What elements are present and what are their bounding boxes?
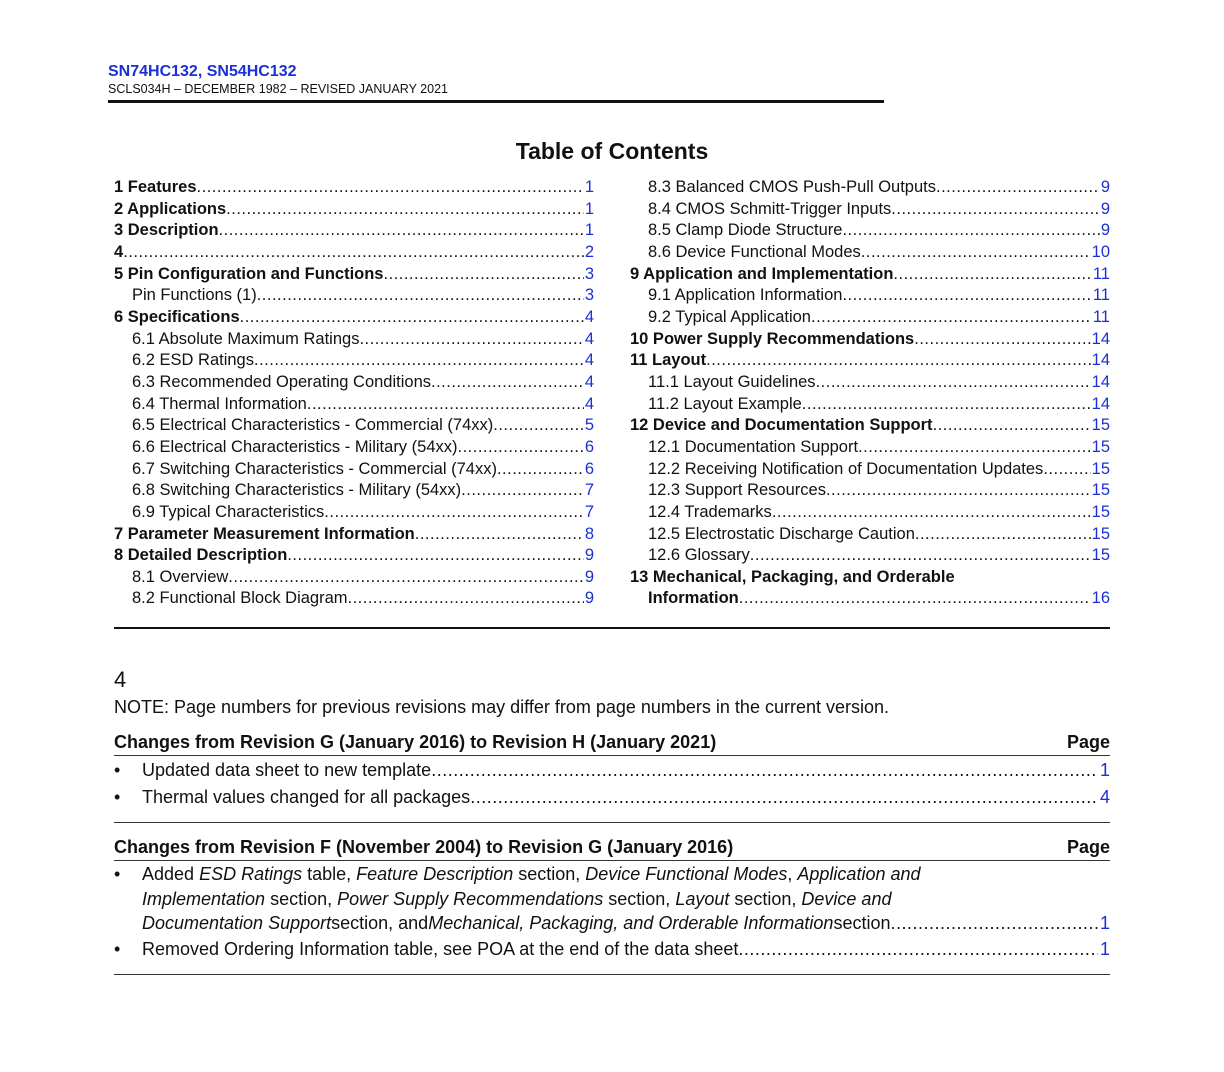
change-item [114, 937, 1110, 962]
toc-entry[interactable]: 6.5 Electrical Characteristics - Commercial (74xx) ..... 5 [114, 415, 594, 437]
change-item [114, 862, 1110, 936]
revision-bottom-divider [114, 974, 1110, 975]
section-number: 4 [114, 667, 127, 692]
toc-entry[interactable]: 5 Pin Configuration and Functions ..... 3 [114, 264, 594, 286]
toc-entry[interactable]: 11.1 Layout Guidelines ..... 14 [630, 372, 1110, 394]
toc-entry[interactable]: 11.2 Layout Example ..... 14 [630, 394, 1110, 416]
bullet-point: • [114, 760, 121, 780]
change-item-page-link[interactable]: 1 [1099, 939, 1110, 959]
toc-title: Table of Contents [515, 138, 709, 164]
toc-entry[interactable]: 12.6 Glossary ..... 15 [630, 545, 1110, 567]
toc-entry[interactable]: 6.9 Typical Characteristics ..... 7 [114, 502, 594, 524]
toc-entry[interactable]: 4 ..... 2 [114, 242, 594, 264]
document-revision-line: SCLS034H – DECEMBER 1982 – REVISED JANUARY 2021 [108, 82, 448, 96]
toc-entry[interactable]: 12.2 Receiving Notification of Documentation Updates ..... 15 [630, 459, 1110, 481]
change-item-line: Documentation Support section, and Mechanical, Packaging, and Orderable Information section ..... 1 [142, 911, 1110, 936]
toc-bottom-divider [114, 627, 1110, 629]
header-divider [108, 100, 884, 103]
change-heading-text: Changes from Revision G (January 2016) to Revision H (January 2021) [114, 732, 717, 752]
toc-entry[interactable]: 10 Power Supply Recommendations ..... 14 [630, 329, 1110, 351]
page-column-label: Page [1066, 732, 1110, 752]
toc-entry[interactable]: 8.1 Overview ..... 9 [114, 567, 594, 589]
toc-entry[interactable]: 6.3 Recommended Operating Conditions ..... 4 [114, 372, 594, 394]
toc-right-column [630, 177, 1110, 610]
revision-note: NOTE: Page numbers for previous revisions may differ from page numbers in the current version. [114, 697, 890, 717]
change-item-page-link[interactable]: 4 [1099, 787, 1110, 807]
toc-entry[interactable]: 13 Mechanical, Packaging, and Orderable [630, 567, 955, 586]
document-header [108, 62, 884, 97]
toc-entry[interactable]: 8 Detailed Description ..... 9 [114, 545, 594, 567]
change-heading-g-to-h [114, 730, 1110, 754]
toc-entry[interactable]: 1 Features ..... 1 [114, 177, 594, 199]
toc-entry[interactable]: 9.2 Typical Application ..... 11 [630, 307, 1110, 329]
change-item-text: Removed Ordering Information table, see POA at the end of the data sheet [142, 939, 739, 959]
toc-entry[interactable]: 2 Applications ..... 1 [114, 199, 594, 221]
toc-entry[interactable]: 8.6 Device Functional Modes ..... 10 [630, 242, 1110, 264]
change-item-text: Thermal values changed for all packages [142, 787, 471, 807]
change-item-text: Updated data sheet to new template [142, 760, 432, 780]
toc-entry[interactable]: 12.4 Trademarks ..... 15 [630, 502, 1110, 524]
toc-entry[interactable]: 11 Layout ..... 14 [630, 350, 1110, 372]
change-item [114, 758, 1110, 783]
toc-entry[interactable]: 6 Specifications ..... 4 [114, 307, 594, 329]
change-heading-text: Changes from Revision F (November 2004) to Revision G (January 2016) [114, 837, 734, 857]
toc-entry[interactable]: 3 Description ..... 1 [114, 220, 594, 242]
change-section-divider [114, 822, 1110, 823]
change-item-line: Implementation section, Power Supply Recommendations section, Layout section, Device and [142, 888, 892, 909]
toc-entry[interactable]: 7 Parameter Measurement Information ..... 8 [114, 524, 594, 546]
toc-entry[interactable]: 8.4 CMOS Schmitt-Trigger Inputs ..... 9 [630, 199, 1110, 221]
toc-entry[interactable]: 6.1 Absolute Maximum Ratings ..... 4 [114, 329, 594, 351]
change-heading-divider [114, 755, 1110, 756]
toc-entry[interactable]: 12.1 Documentation Support ..... 15 [630, 437, 1110, 459]
toc-entry[interactable]: 9.1 Application Information ..... 11 [630, 285, 1110, 307]
toc-entry[interactable]: 9 Application and Implementation ..... 11 [630, 264, 1110, 286]
toc-entry[interactable]: 6.7 Switching Characteristics - Commercial (74xx) ..... 6 [114, 459, 594, 481]
toc-entry[interactable]: 12 Device and Documentation Support ..... 15 [630, 415, 1110, 437]
toc-entry[interactable]: 6.6 Electrical Characteristics - Military (54xx) ..... 6 [114, 437, 594, 459]
toc-entry-continuation[interactable]: Information ..... 16 [630, 588, 1110, 610]
toc-entry[interactable]: 6.4 Thermal Information ..... 4 [114, 394, 594, 416]
change-item-page-link[interactable]: 1 [1099, 913, 1110, 933]
bullet-point: • [114, 787, 121, 807]
toc-entry[interactable]: 12.5 Electrostatic Discharge Caution ..... 15 [630, 524, 1110, 546]
toc-left-column [114, 177, 594, 610]
change-heading-divider [114, 860, 1110, 861]
change-heading-f-to-g [114, 835, 1110, 859]
bullet-point: • [114, 864, 121, 884]
toc-entry[interactable]: Pin Functions (1) ..... 3 [114, 285, 594, 307]
toc-entry[interactable]: 8.5 Clamp Diode Structure ..... 9 [630, 220, 1110, 242]
part-number-title[interactable]: SN74HC132, SN54HC132 [108, 63, 297, 80]
change-item-page-link[interactable]: 1 [1099, 760, 1110, 780]
toc-entry[interactable]: 8.3 Balanced CMOS Push-Pull Outputs ..... 9 [630, 177, 1110, 199]
toc-entry[interactable]: 12.3 Support Resources ..... 15 [630, 480, 1110, 502]
toc-entry[interactable]: 6.2 ESD Ratings ..... 4 [114, 350, 594, 372]
bullet-point: • [114, 939, 121, 959]
page-column-label: Page [1066, 837, 1110, 857]
toc-entry[interactable]: 8.2 Functional Block Diagram ..... 9 [114, 588, 594, 610]
toc-entry[interactable]: 6.8 Switching Characteristics - Military (54xx) ..... 7 [114, 480, 594, 502]
change-item [114, 785, 1110, 810]
change-item-line: Added ESD Ratings table, Feature Description section, Device Functional Modes, Application and [142, 864, 921, 884]
